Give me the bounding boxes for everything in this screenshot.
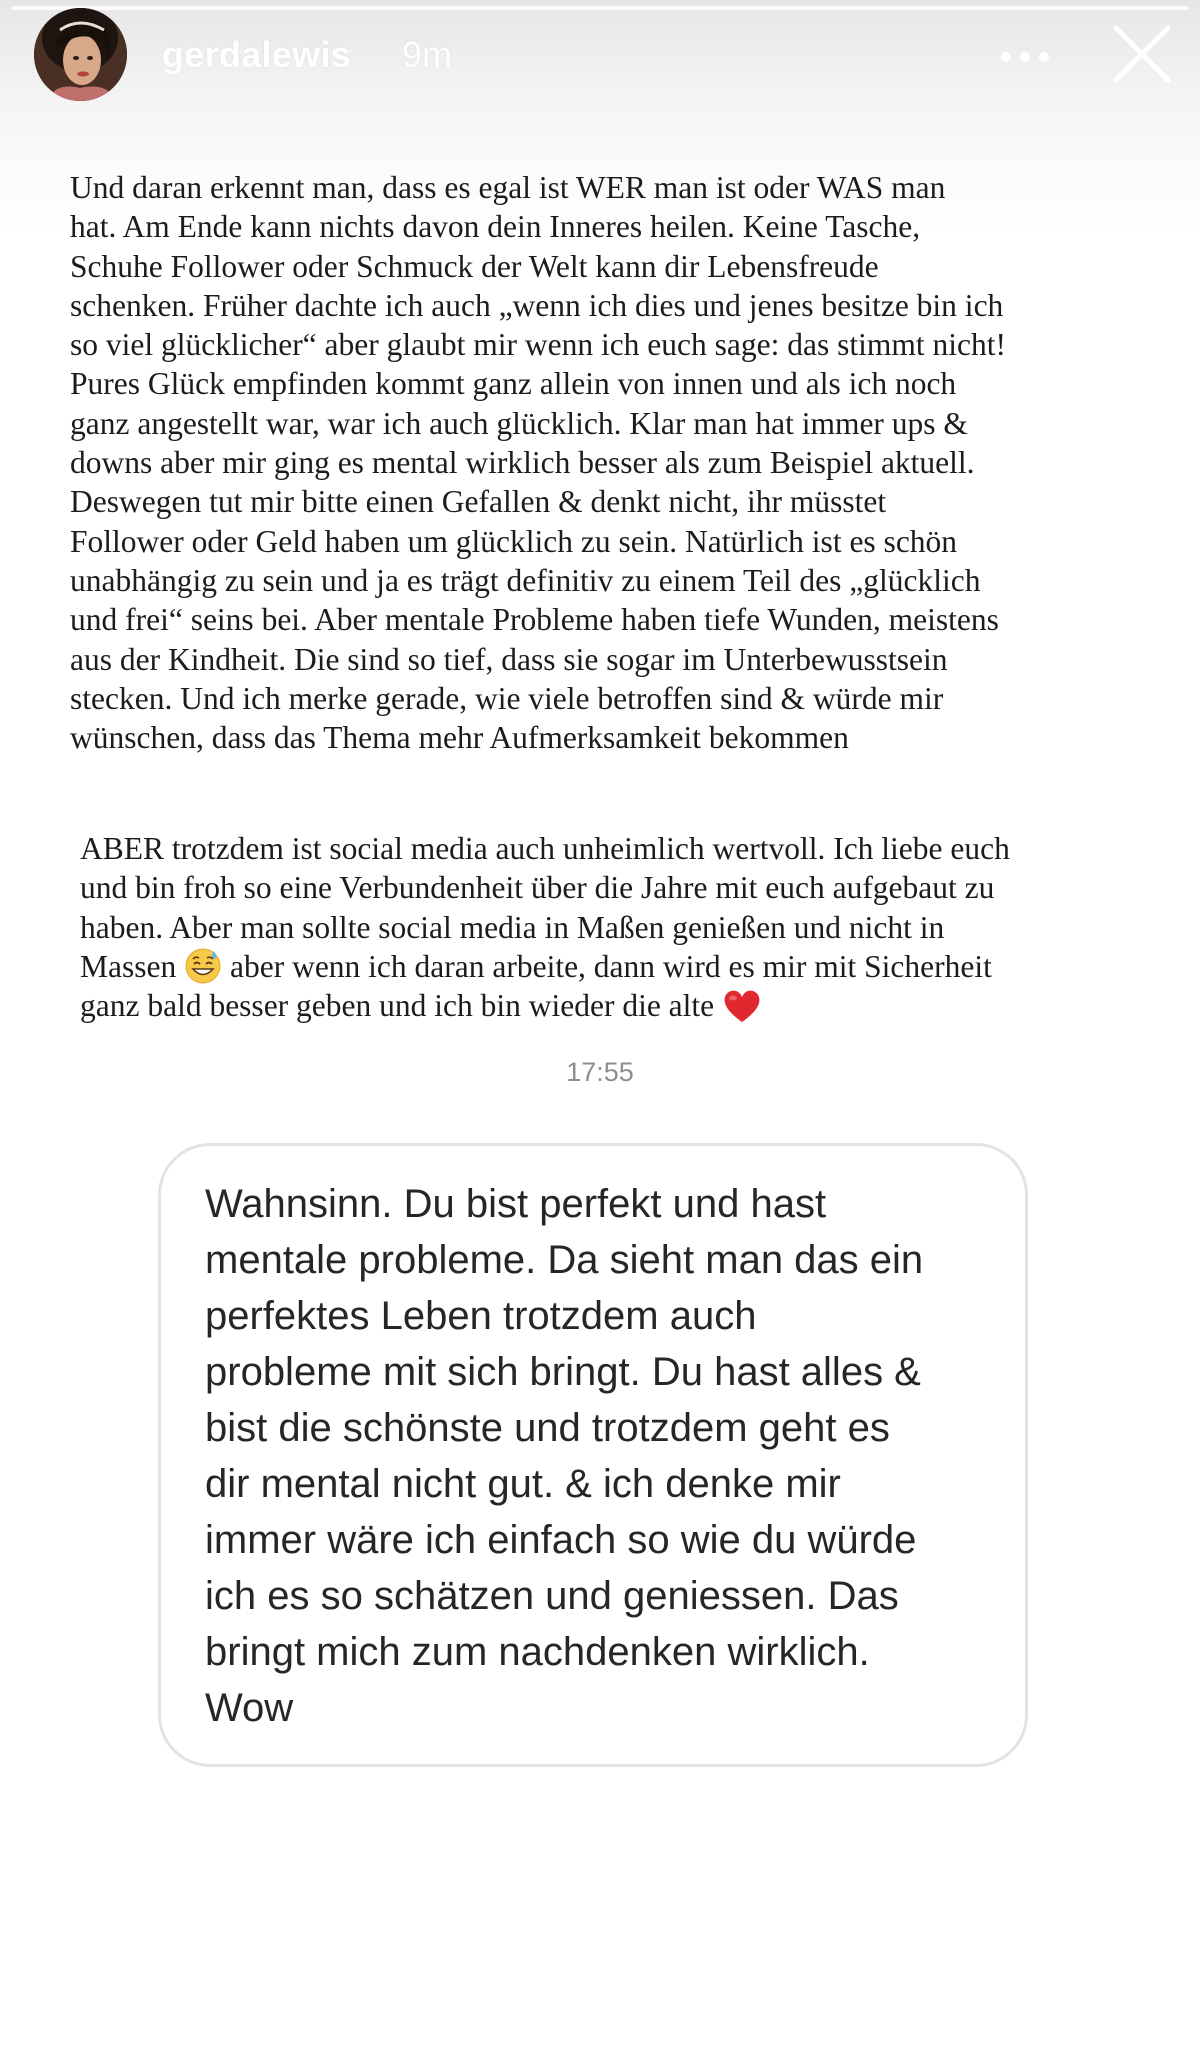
story-text-paragraph-2-part-1: ABER trotzdem ist social media auch unheimlich wertvoll. Ich liebe euch und bin froh so eine Verbundenheit über die Jahre mit euch aufgebaut zu haben. Aber man sollte social media in Maßen genießen und nicht in Massen (80, 831, 1010, 984)
reply-message-text: Wahnsinn. Du bist perfekt und hast mentale probleme. Da sieht man das ein perfektes Leben trotzdem auch probleme mit sich bringt. Du hast alles & bist die schönste und trotzdem geht es dir mental nicht gut. & ich denke mir immer wäre ich einfach so wie du würde ich es so schätzen und geniessen. Das bringt mich zum nachdenken wirklich. Wow (205, 1182, 924, 1730)
story-text-paragraph-2 (80, 829, 1170, 1025)
grinning-face-with-sweat-icon (184, 947, 222, 985)
reply-message-bubble (158, 1143, 1028, 1767)
message-timestamp: 17:55 (566, 1057, 634, 1087)
close-icon[interactable] (1110, 22, 1174, 86)
avatar-image (34, 8, 127, 101)
more-horizontal-icon[interactable] (1000, 50, 1050, 62)
username[interactable]: gerdalewis (162, 34, 352, 75)
profile-avatar[interactable] (34, 8, 127, 101)
story-text-paragraph-1: Und daran erkennt man, dass es egal ist WER man ist oder WAS man hat. Am Ende kann nichts davon dein Inneres heilen. Keine Tasche, Schuhe Follower oder Schmuck der Welt kann dir Lebensfreude schenken. Früher dachte ich auch „wenn ich dies und jenes besitze bin ich so viel glücklicher“ aber glaubt mir wenn ich euch sage: das stimmt nicht! Pures Glück empfinden kommt ganz allein von innen und als ich noch ganz angestellt war, war ich auch glücklich. Klar man hat immer ups & downs aber mir ging es mental wirklich besser als zum Beispiel aktuell. Deswegen tut mir bitte einen Gefallen & denkt nicht, ihr müsstet Follower oder Geld haben um glücklich zu sein. Natürlich ist es schön unabhängig zu sein und ja es trägt definitiv zu einem Teil des „glücklich und frei“ seins bei. Aber mentale Probleme haben tiefe Wunden, meistens aus der Kindheit. Die sind so tief, dass sie sogar im Unterbewusstsein stecken. Und ich merke gerade, wie viele betroffen sind & würde mir wünschen, dass das Thema mehr Aufmerksamkeit bekommen (70, 170, 1006, 756)
story-text-paragraph-2-part-2: aber wenn ich daran arbeite, dann wird es mir mit Sicherheit ganz bald besser geben und ich bin wieder die alte (80, 948, 992, 1024)
red-heart-icon (722, 988, 762, 1024)
story-time-ago: 9m (402, 34, 453, 75)
story-header (0, 0, 1200, 110)
